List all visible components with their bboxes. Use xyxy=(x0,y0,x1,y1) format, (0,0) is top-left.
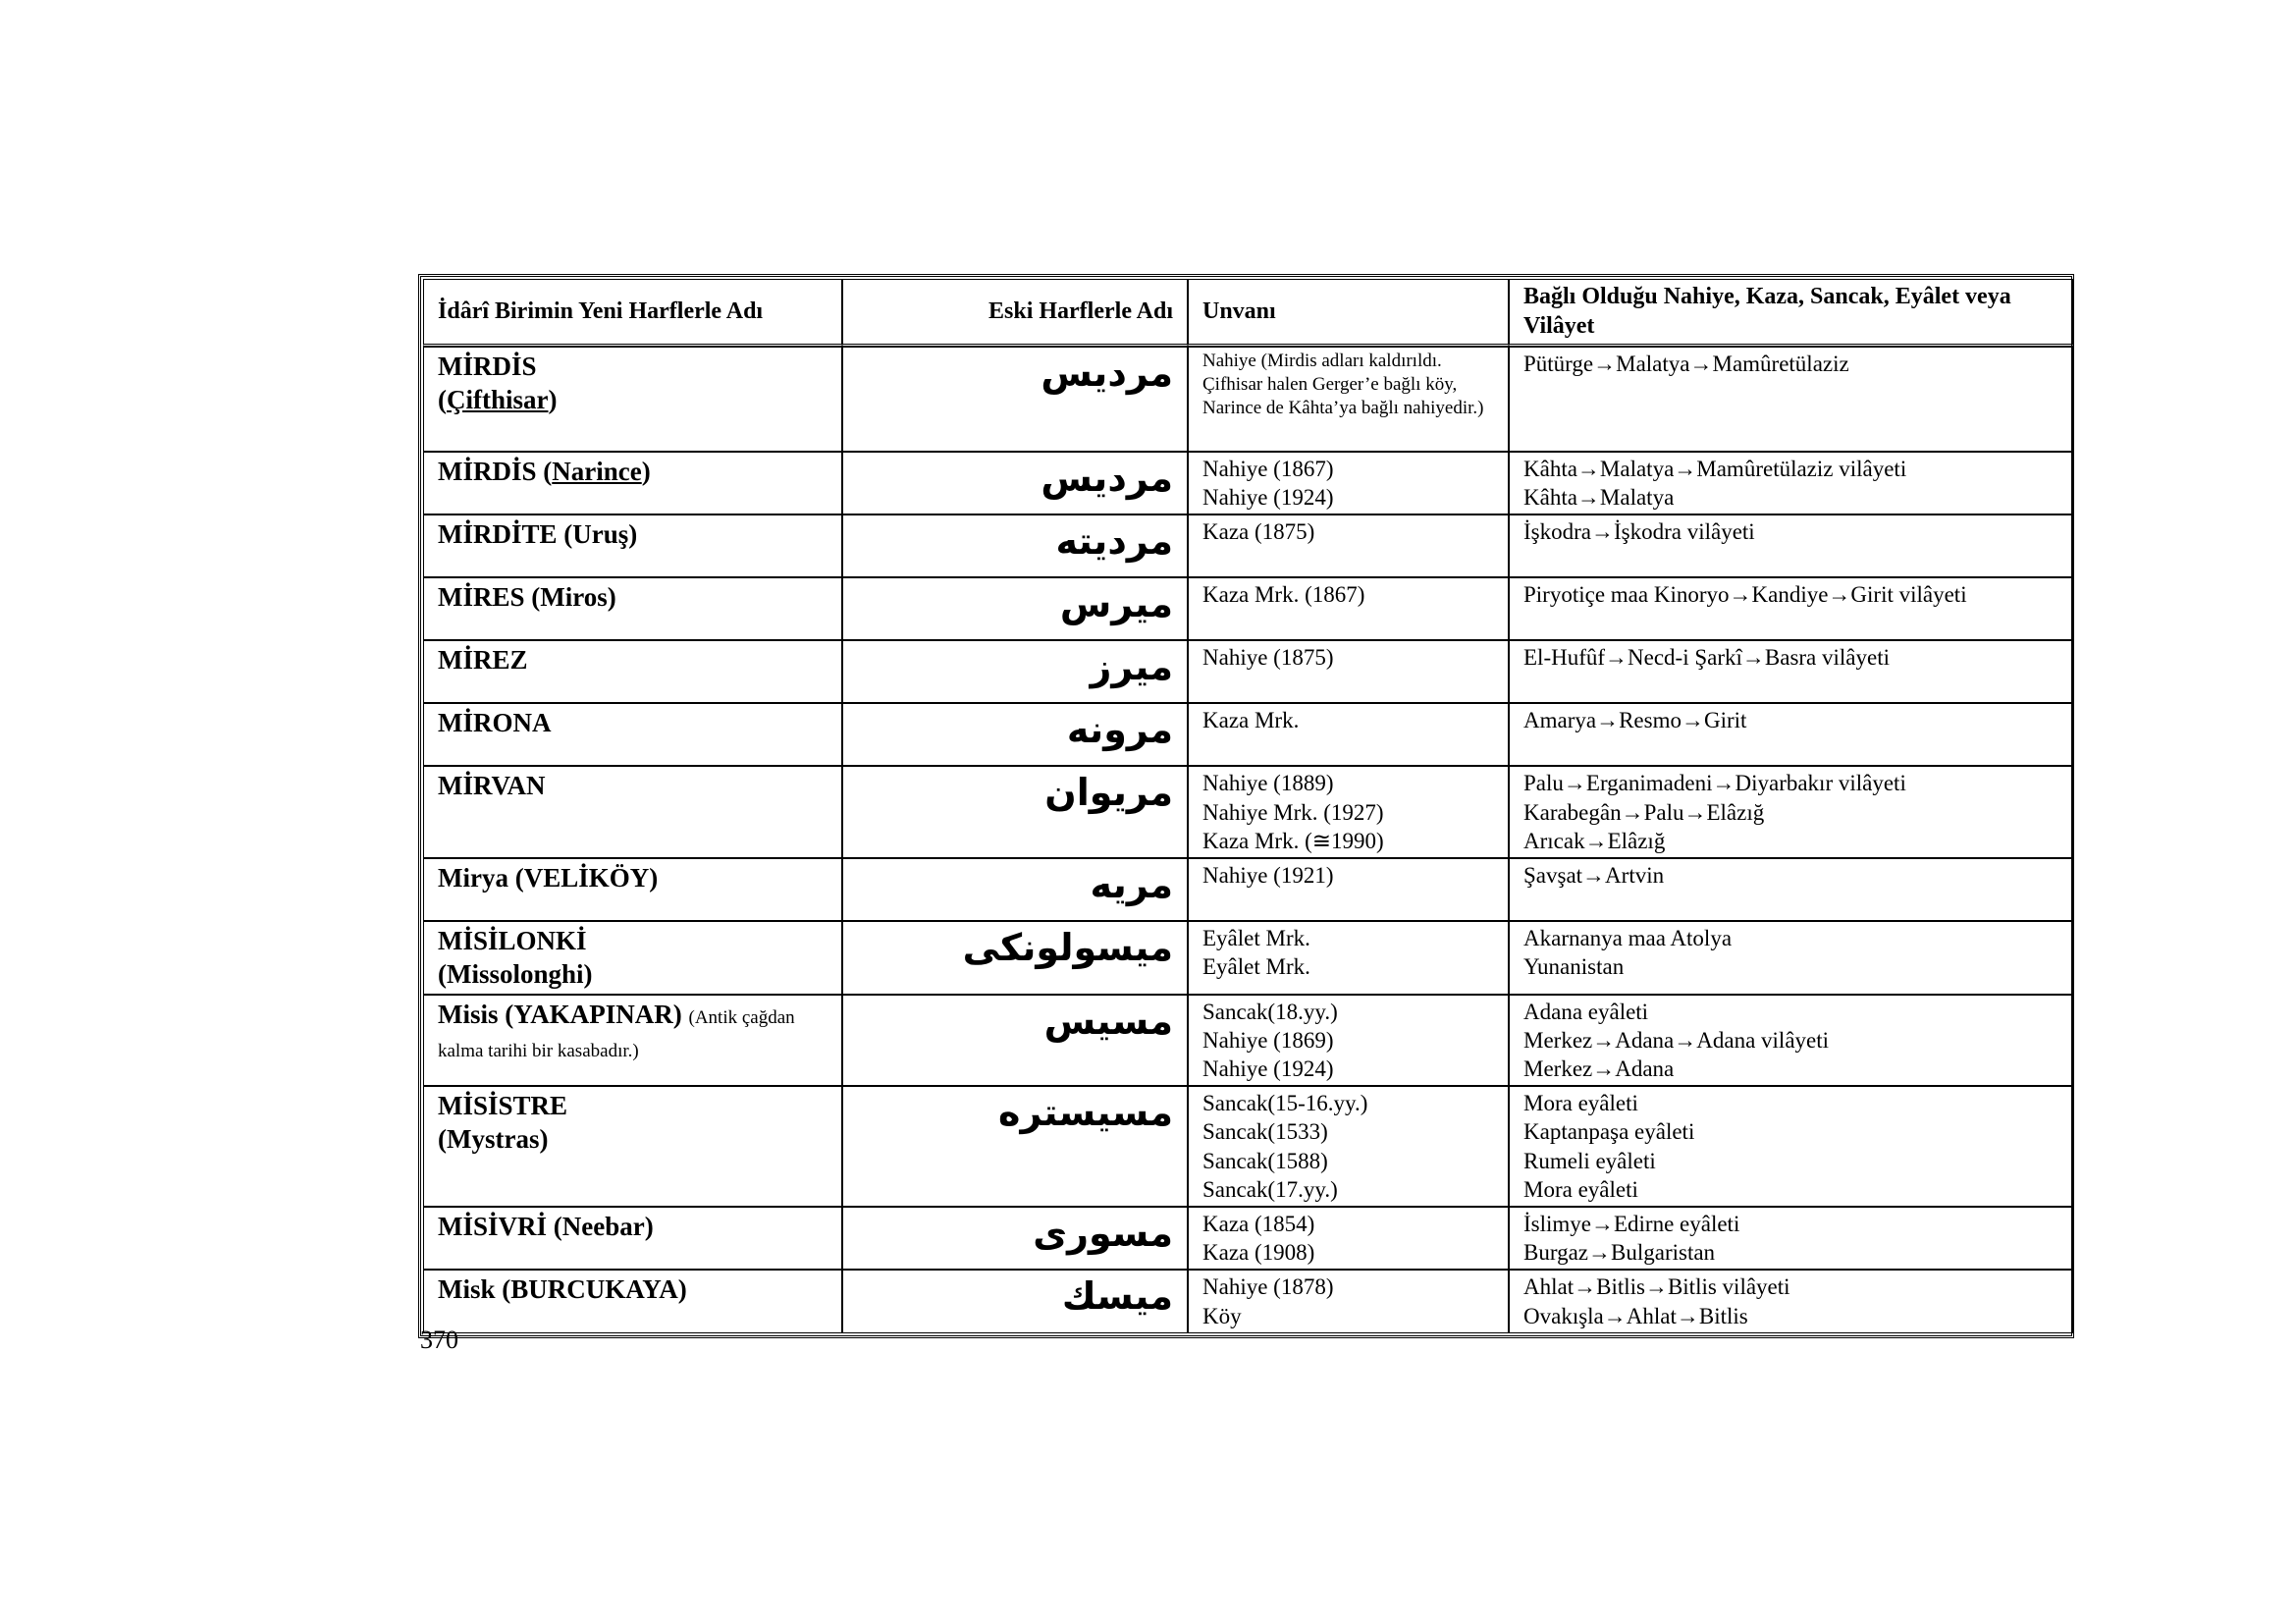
title-line: Kaza (1875) xyxy=(1202,519,1315,545)
old-script-name: مرديس xyxy=(842,347,1188,452)
new-name-text: MİSİLONKİ xyxy=(438,925,587,955)
new-name-cell: MİRONA xyxy=(423,703,842,766)
parent-line: Palu→Erganimadeni→Diyarbakır vilâyeti xyxy=(1523,771,1906,796)
parent-cell xyxy=(1509,514,2073,577)
title-line: Köy xyxy=(1202,1303,1242,1328)
new-name-cell: MİRVAN xyxy=(423,766,842,858)
title-cell xyxy=(1188,1270,1509,1332)
title-cell xyxy=(1188,921,1509,995)
new-name-cell: MİRES (Miros) xyxy=(423,577,842,640)
title-line: Nahiye (1889) xyxy=(1202,771,1334,796)
old-script-name: مرونه xyxy=(842,703,1188,766)
title-line: Eyâlet Mrk. xyxy=(1202,925,1310,950)
table-header-row xyxy=(423,279,2073,347)
new-name-suffix: ) xyxy=(641,456,651,486)
title-line: Sancak(18.yy.) xyxy=(1202,999,1338,1024)
new-name-text: Misis (YAKAPINAR) xyxy=(438,999,682,1029)
parent-cell xyxy=(1509,640,2073,703)
paren-close: ) xyxy=(548,385,558,415)
new-name-underlined: Çifthisar xyxy=(447,385,549,415)
parent-line: İslimye→Edirne eyâleti xyxy=(1523,1211,1740,1236)
new-name-cell: Misk (BURCUKAYA) xyxy=(423,1270,842,1332)
title-line: Nahiye (1924) xyxy=(1202,485,1334,511)
new-name-cell xyxy=(423,1086,842,1207)
parent-cell xyxy=(1509,1207,2073,1270)
title-line: Nahiye (1869) xyxy=(1202,1027,1334,1053)
table-row xyxy=(423,1086,2073,1207)
new-name-cell xyxy=(423,995,842,1087)
parent-line: Şavşat→Artvin xyxy=(1523,862,1665,888)
new-name-note: (Antik çağdan kalma tarihi bir kasabadır.) xyxy=(438,1006,795,1061)
title-cell xyxy=(1188,766,1509,858)
table-row xyxy=(423,766,2073,858)
table-row xyxy=(423,347,2073,452)
title-line: Kaza Mrk. (≅1990) xyxy=(1202,828,1384,853)
new-name-text: MİSİSTRE xyxy=(438,1091,568,1121)
new-name-cell: MİSİVRİ (Neebar) xyxy=(423,1207,842,1270)
parent-line: Ahlat→Bitlis→Bitlis vilâyeti xyxy=(1523,1274,1790,1300)
new-name-alt: (Missolonghi) xyxy=(438,959,593,990)
title-cell xyxy=(1188,995,1509,1087)
parent-cell xyxy=(1509,703,2073,766)
paren-open: ( xyxy=(438,385,447,415)
title-line: Kaza Mrk. xyxy=(1202,708,1300,733)
new-name-alt: (Mystras) xyxy=(438,1124,549,1155)
title-line: Sancak(17.yy.) xyxy=(1202,1176,1338,1202)
title-line: Nahiye (1921) xyxy=(1202,862,1334,888)
parent-cell xyxy=(1509,452,2073,514)
table-row xyxy=(423,640,2073,703)
title-line: Sancak(15-16.yy.) xyxy=(1202,1091,1368,1116)
parent-cell xyxy=(1509,995,2073,1087)
parent-line: İşkodra→İşkodra vilâyeti xyxy=(1523,519,1755,545)
old-script-name: ميسولونكى xyxy=(842,921,1188,995)
table-row xyxy=(423,703,2073,766)
parent-line: Arıcak→Elâzığ xyxy=(1523,828,1666,853)
parent-line: Burgaz→Bulgaristan xyxy=(1523,1240,1716,1266)
title-cell xyxy=(1188,347,1509,452)
old-script-name: مرديته xyxy=(842,514,1188,577)
old-script-name: مريوان xyxy=(842,766,1188,858)
table-row xyxy=(423,1207,2073,1270)
parent-line: Karabegân→Palu→Elâzığ xyxy=(1523,799,1765,825)
parent-line: Kâhta→Malatya xyxy=(1523,485,1675,511)
table-row xyxy=(423,577,2073,640)
old-script-name: ميسك xyxy=(842,1270,1188,1332)
old-script-name: مسورى xyxy=(842,1207,1188,1270)
title-cell xyxy=(1188,514,1509,577)
table-row xyxy=(423,921,2073,995)
new-name-underlined: Narince xyxy=(552,456,642,486)
parent-line: Mora eyâleti xyxy=(1523,1091,1638,1116)
parent-cell xyxy=(1509,1086,2073,1207)
new-name-text: MİRDİS ( xyxy=(438,456,553,486)
parent-line: Piryotiçe maa Kinoryo→Kandiye→Girit vilâyeti xyxy=(1523,582,1967,608)
title-cell xyxy=(1188,858,1509,921)
parent-line: El-Hufûf→Necd-i Şarkî→Basra vilâyeti xyxy=(1523,645,1890,671)
parent-line: Amarya→Resmo→Girit xyxy=(1523,708,1747,733)
title-cell xyxy=(1188,452,1509,514)
parent-line: Akarnanya maa Atolya xyxy=(1523,925,1733,950)
header-title: Unvanı xyxy=(1188,279,1509,347)
parent-line: Merkez→Adana xyxy=(1523,1056,1675,1081)
new-name-cell xyxy=(423,347,842,452)
page-number: 370 xyxy=(420,1326,458,1354)
title-line: Nahiye (1878) xyxy=(1202,1274,1334,1300)
new-name-cell: MİRDİTE (Uruş) xyxy=(423,514,842,577)
new-name-cell xyxy=(423,452,842,514)
parent-line: Pütürge→Malatya→Mamûretülaziz xyxy=(1523,351,1849,376)
header-new-name: İdârî Birimin Yeni Harflerle Adı xyxy=(423,279,842,347)
header-old-name: Eski Harflerle Adı xyxy=(842,279,1188,347)
title-cell xyxy=(1188,577,1509,640)
title-cell xyxy=(1188,1086,1509,1207)
parent-line: Yunanistan xyxy=(1523,954,1625,980)
parent-cell xyxy=(1509,921,2073,995)
parent-line: Kaptanpaşa eyâleti xyxy=(1523,1119,1695,1145)
parent-line: Merkez→Adana→Adana vilâyeti xyxy=(1523,1027,1830,1053)
title-line: Nahiye (Mirdis adları kaldırıldı. Çifhisar halen Gerger’e bağlı köy, Narince de Kâhta’ya bağlı nahiyedir.) xyxy=(1202,350,1484,419)
parent-line: Mora eyâleti xyxy=(1523,1176,1638,1202)
parent-line: Kâhta→Malatya→Mamûretülaziz vilâyeti xyxy=(1523,456,1907,481)
title-line: Sancak(1588) xyxy=(1202,1148,1328,1173)
old-script-name: مريه xyxy=(842,858,1188,921)
parent-cell xyxy=(1509,766,2073,858)
parent-cell xyxy=(1509,347,2073,452)
title-line: Nahiye (1924) xyxy=(1202,1056,1334,1081)
parent-cell xyxy=(1509,858,2073,921)
old-script-name: ميرس xyxy=(842,577,1188,640)
table-row xyxy=(423,514,2073,577)
title-line: Nahiye (1867) xyxy=(1202,456,1334,481)
title-line: Eyâlet Mrk. xyxy=(1202,954,1310,980)
old-script-name: مسيس xyxy=(842,995,1188,1087)
old-script-name: ميرز xyxy=(842,640,1188,703)
table-row xyxy=(423,995,2073,1087)
title-line: Kaza (1908) xyxy=(1202,1240,1315,1266)
old-script-name: مرديس xyxy=(842,452,1188,514)
gazetteer-table-frame xyxy=(418,274,2074,1338)
parent-line: Rumeli eyâleti xyxy=(1523,1148,1656,1173)
title-line: Kaza (1854) xyxy=(1202,1211,1315,1236)
title-line: Nahiye Mrk. (1927) xyxy=(1202,799,1384,825)
title-cell xyxy=(1188,640,1509,703)
title-line: Kaza Mrk. (1867) xyxy=(1202,582,1365,608)
table-row xyxy=(423,1270,2073,1332)
old-script-name: مسيستره xyxy=(842,1086,1188,1207)
new-name-text: MİRDİS xyxy=(438,351,537,381)
parent-cell xyxy=(1509,1270,2073,1332)
table-row xyxy=(423,858,2073,921)
title-line: Nahiye (1875) xyxy=(1202,645,1334,671)
new-name-cell: Mirya (VELİKÖY) xyxy=(423,858,842,921)
new-name-cell xyxy=(423,921,842,995)
parent-line: Adana eyâleti xyxy=(1523,999,1649,1024)
title-cell xyxy=(1188,1207,1509,1270)
table-row xyxy=(423,452,2073,514)
gazetteer-table xyxy=(423,279,2073,1333)
header-parent-unit: Bağlı Olduğu Nahiye, Kaza, Sancak, Eyâlet veya Vilâyet xyxy=(1509,279,2073,347)
parent-line: Ovakışla→Ahlat→Bitlis xyxy=(1523,1303,1748,1328)
title-cell xyxy=(1188,703,1509,766)
new-name-alt xyxy=(438,383,828,416)
title-line: Sancak(1533) xyxy=(1202,1119,1328,1145)
new-name-cell: MİREZ xyxy=(423,640,842,703)
parent-cell xyxy=(1509,577,2073,640)
